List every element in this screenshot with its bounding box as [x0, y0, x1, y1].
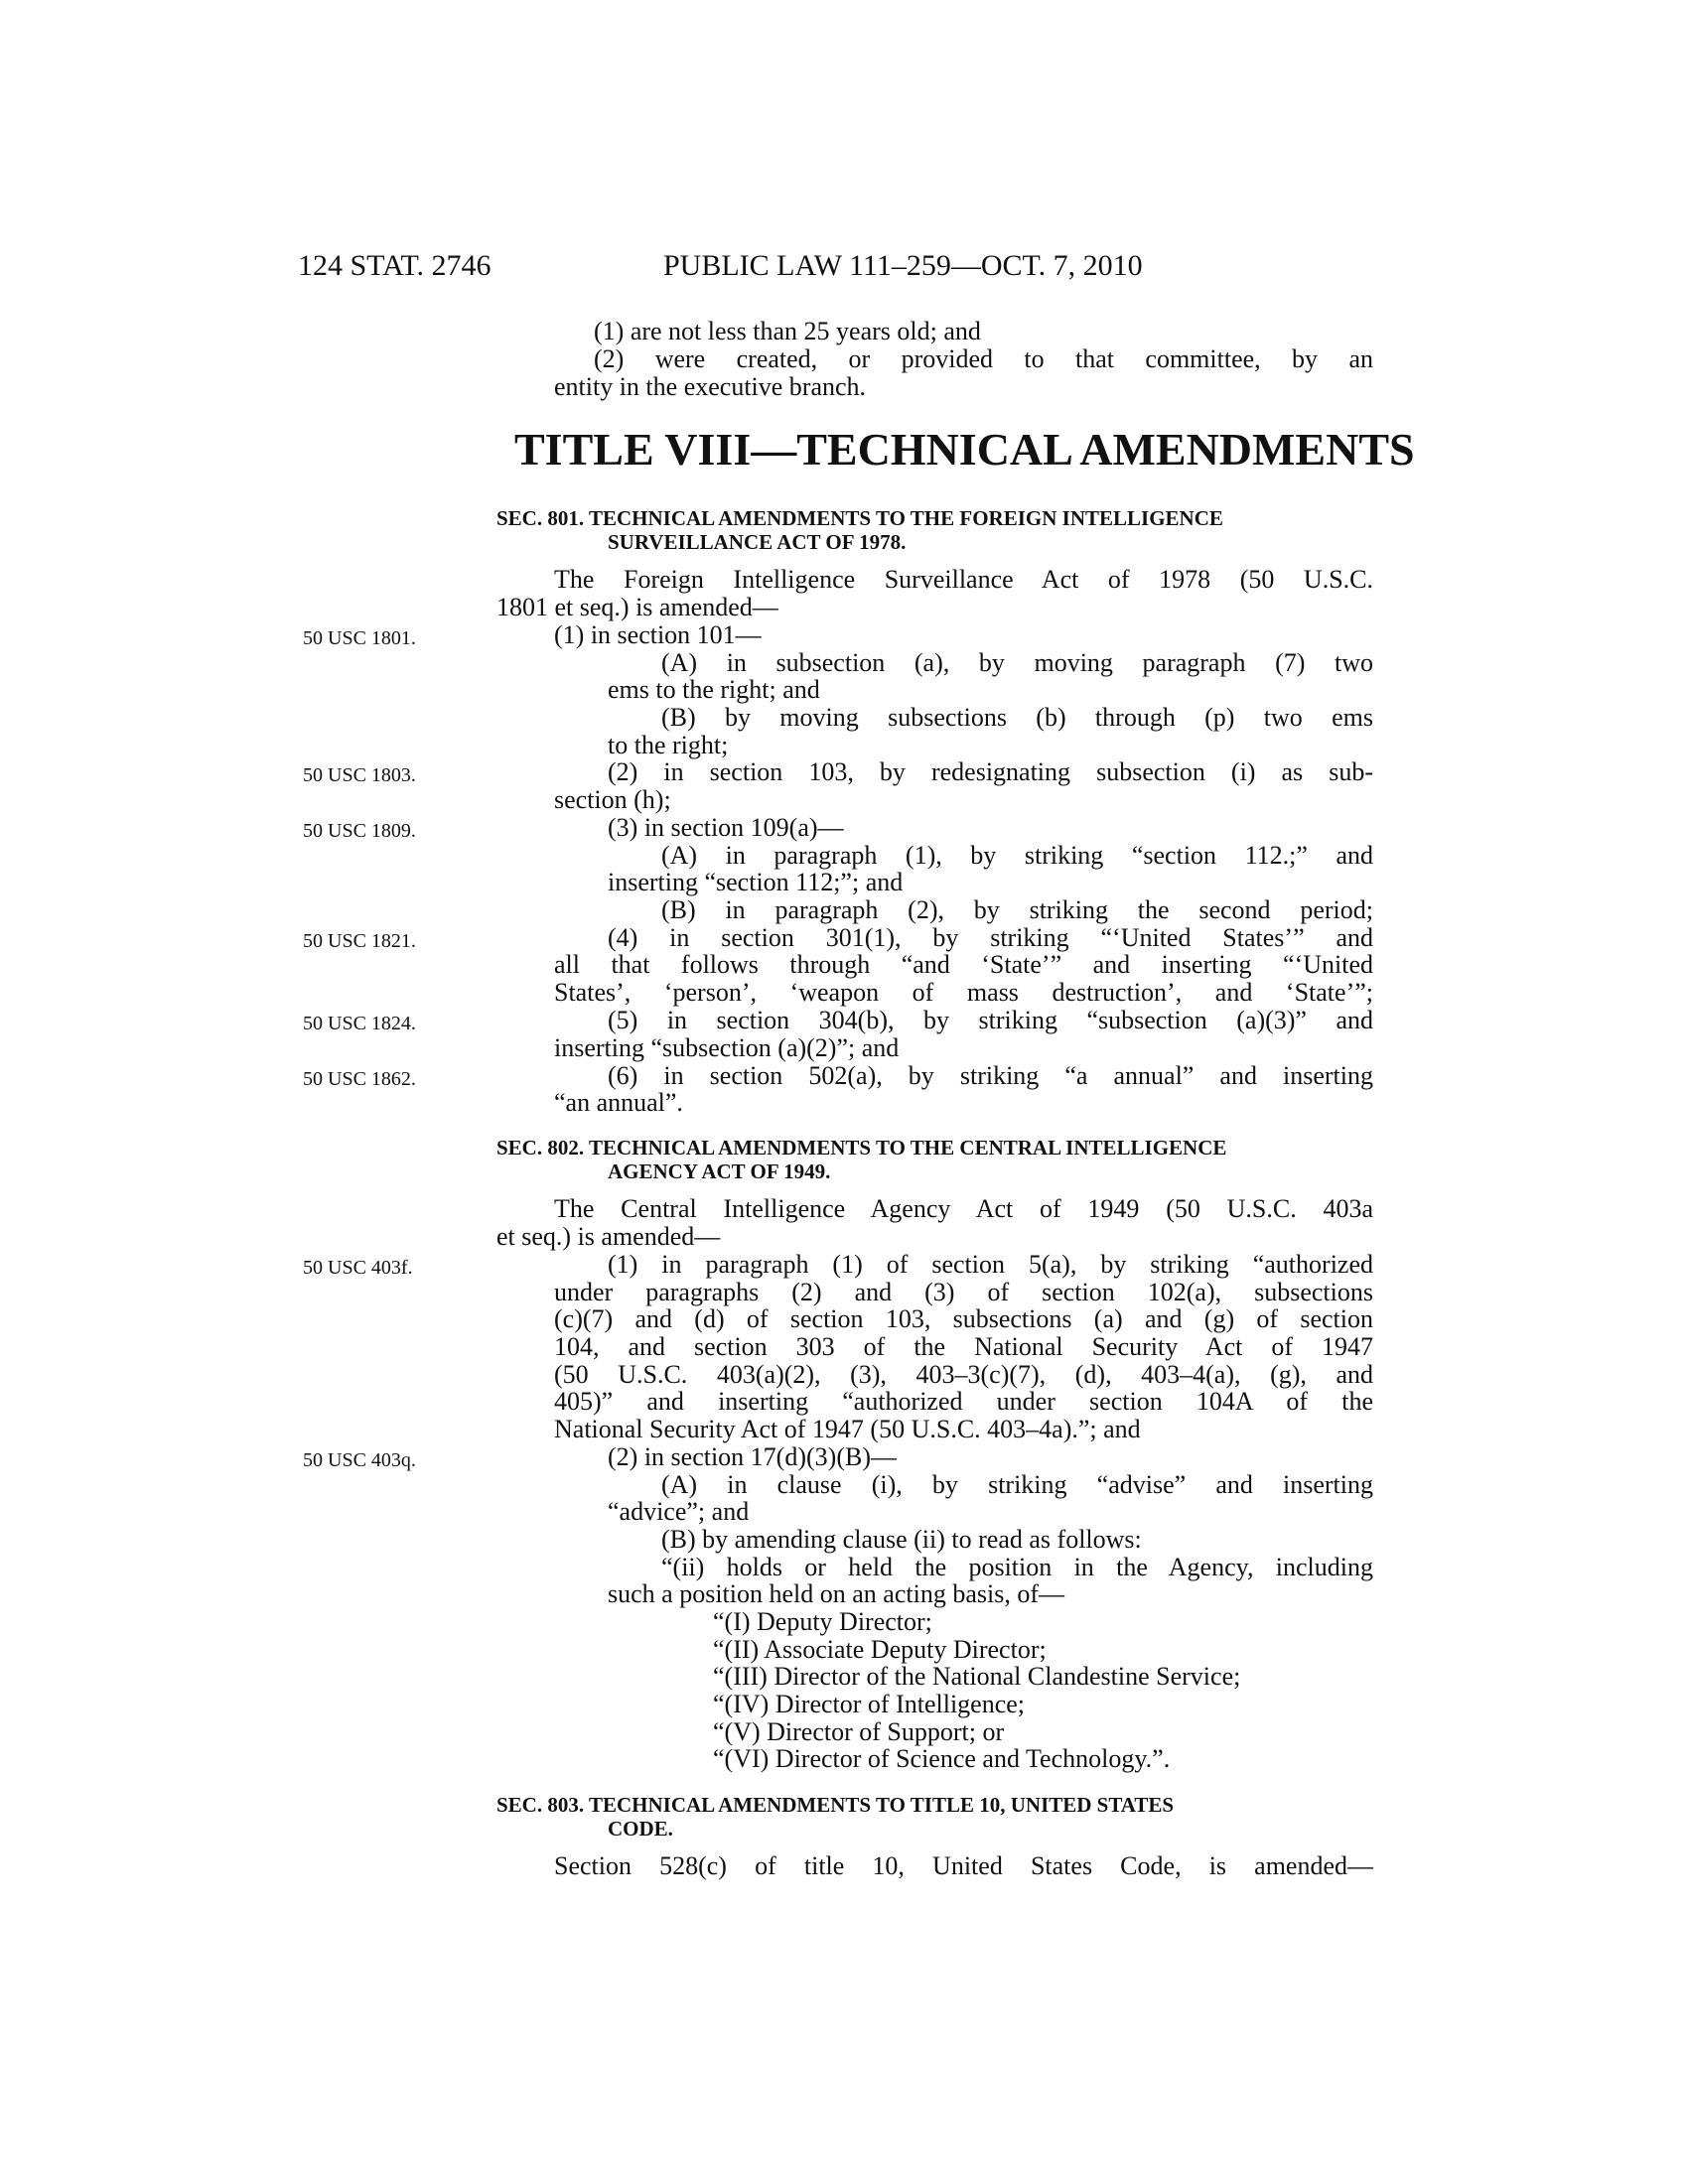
margin-citation: 50 USC 1809. [303, 820, 416, 842]
text-line: “(II) Associate Deputy Director; [713, 1635, 1047, 1664]
text-line: et seq.) is amended— [496, 1222, 721, 1251]
text-line: inserting “section 112;”; and [608, 868, 904, 896]
margin-citation: 50 USC 403q. [303, 1449, 416, 1471]
text-line: The Foreign Intelligence Surveillance Act of 1978 (50 U.S.C. [554, 565, 1373, 594]
margin-citation: 50 USC 1821. [303, 930, 416, 952]
text-line: (A) in clause (i), by striking “advise” and inserting [661, 1470, 1373, 1499]
text-line: “(I) Deputy Director; [713, 1607, 932, 1636]
text-line: Section 528(c) of title 10, United States Code, is amended— [554, 1851, 1373, 1880]
margin-citation: 50 USC 1801. [303, 627, 416, 649]
text-line: such a position held on an acting basis, of— [608, 1579, 1064, 1608]
continued-line: (1) are not less than 25 years old; and [594, 317, 981, 345]
text-line: (B) by amending clause (ii) to read as follows: [661, 1525, 1142, 1554]
text-line: “(VI) Director of Science and Technology.”. [713, 1744, 1171, 1773]
section-heading: SEC. 803. TECHNICAL AMENDMENTS TO TITLE 10, UNITED STATES [496, 1793, 1175, 1817]
text-line: (c)(7) and (d) of section 103, subsections (a) and (g) of section [554, 1304, 1373, 1333]
margin-citation: 50 USC 1803. [303, 764, 416, 786]
text-line: (B) by moving subsections (b) through (p) two ems [661, 703, 1373, 732]
text-line: “an annual”. [554, 1088, 683, 1117]
margin-citation: 50 USC 1862. [303, 1068, 416, 1090]
text-line: ems to the right; and [608, 675, 820, 704]
text-line: (A) in subsection (a), by moving paragraph (7) two [661, 648, 1373, 677]
text-line: 405)” and inserting “authorized under section 104A of the [554, 1387, 1373, 1416]
text-line: section (h); [554, 785, 671, 814]
continued-line: (2) were created, or provided to that committee, by an [594, 344, 1373, 373]
text-line: (3) in section 109(a)— [608, 813, 844, 842]
text-line: (6) in section 502(a), by striking “a annual” and inserting [608, 1061, 1373, 1090]
text-line: 1801 et seq.) is amended— [496, 593, 778, 621]
margin-citation: 50 USC 1824. [303, 1013, 416, 1034]
text-line: The Central Intelligence Agency Act of 1949 (50 U.S.C. 403a [554, 1194, 1373, 1223]
text-line: (50 U.S.C. 403(a)(2), (3), 403–3(c)(7), (d), 403–4(a), (g), and [554, 1360, 1373, 1389]
text-line: inserting “subsection (a)(2)”; and [554, 1033, 900, 1062]
continued-line: entity in the executive branch. [554, 372, 867, 401]
section-heading: SEC. 801. TECHNICAL AMENDMENTS TO THE FOREIGN INTELLIGENCE [496, 506, 1223, 530]
text-line: 104, and section 303 of the National Security Act of 1947 [554, 1332, 1373, 1361]
section-heading-cont: SURVEILLANCE ACT OF 1978. [608, 530, 907, 554]
text-line: under paragraphs (2) and (3) of section 102(a), subsections [554, 1278, 1373, 1306]
text-line: (2) in section 17(d)(3)(B)— [608, 1442, 897, 1471]
page-title: TITLE VIII—TECHNICAL AMENDMENTS [514, 424, 1415, 475]
text-line: (2) in section 103, by redesignating subsection (i) as sub- [608, 757, 1373, 786]
section-heading-cont: CODE. [608, 1817, 673, 1841]
text-line: “(IV) Director of Intelligence; [713, 1690, 1026, 1718]
text-line: “advice”; and [608, 1497, 750, 1526]
text-line: (1) in paragraph (1) of section 5(a), by striking “authorized [608, 1250, 1373, 1279]
text-line: “(V) Director of Support; or [713, 1717, 1005, 1746]
text-line: National Security Act of 1947 (50 U.S.C. 403–4a).”; and [554, 1415, 1141, 1443]
text-line: (A) in paragraph (1), by striking “section 112.;” and [661, 841, 1373, 870]
text-line: States’, ‘person’, ‘weapon of mass destruction’, and ‘State’”; [554, 978, 1373, 1007]
margin-citation: 50 USC 403f. [303, 1257, 413, 1279]
section-heading-cont: AGENCY ACT OF 1949. [608, 1160, 831, 1183]
text-line: “(III) Director of the National Clandestine Service; [713, 1662, 1241, 1691]
text-line: (4) in section 301(1), by striking “‘United States’” and [608, 923, 1373, 952]
page-stat-number: 124 STAT. 2746 [298, 249, 492, 282]
text-line: all that follows through “and ‘State’” and inserting “‘United [554, 950, 1373, 979]
text-line: (B) in paragraph (2), by striking the second period; [661, 895, 1373, 924]
text-line: to the right; [608, 731, 729, 759]
section-heading: SEC. 802. TECHNICAL AMENDMENTS TO THE CENTRAL INTELLIGENCE [496, 1136, 1227, 1160]
text-line: (5) in section 304(b), by striking “subsection (a)(3)” and [608, 1006, 1373, 1034]
text-line: “(ii) holds or held the position in the Agency, including [661, 1553, 1373, 1581]
running-header: PUBLIC LAW 111–259—OCT. 7, 2010 [663, 249, 1143, 282]
text-line: (1) in section 101— [554, 620, 762, 649]
